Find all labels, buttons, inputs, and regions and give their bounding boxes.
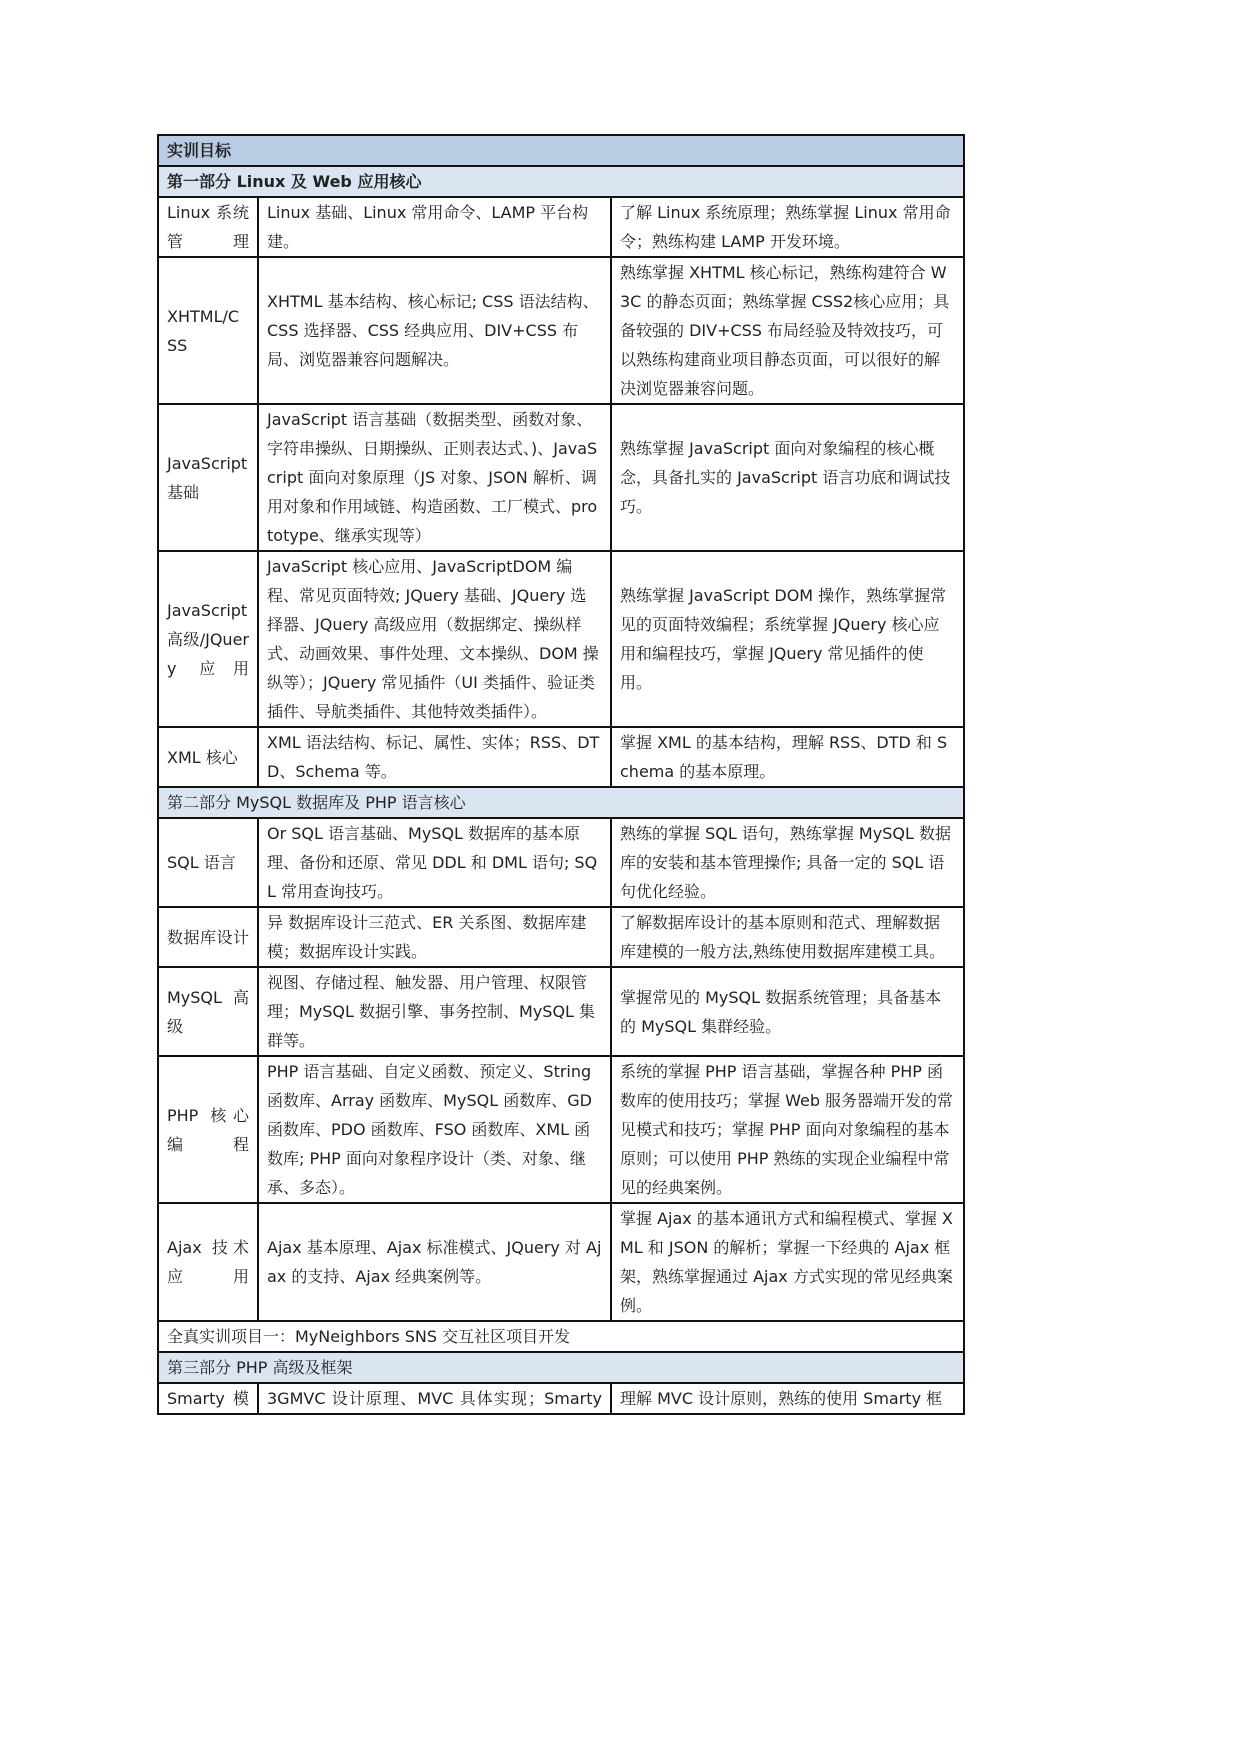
table-row <box>158 907 964 967</box>
part-header-row <box>158 787 964 818</box>
course-content: Linux 基础、Linux 常用命令、LAMP 平台构建。 <box>258 197 611 257</box>
course-name: JavaScript 基础 <box>158 404 258 551</box>
course-goal: 熟练掌握 JavaScript DOM 操作，熟练掌握常见的页面特效编程；系统掌握 JQuery 核心应用和编程技巧，掌握 JQuery 常见插件的使用。 <box>611 551 964 727</box>
part2-title: 第二部分 MySQL 数据库及 PHP 语言核心 <box>158 787 964 818</box>
course-goal: 熟练的掌握 SQL 语句，熟练掌握 MySQL 数据库的安装和基本管理操作; 具备一定的 SQL 语句优化经验。 <box>611 818 964 907</box>
table-row <box>158 257 964 404</box>
table-title-row <box>158 135 964 166</box>
table-row <box>158 551 964 727</box>
course-content: 3GMVC 设计原理、MVC 具体实现；Smarty <box>258 1383 611 1414</box>
table-row <box>158 1203 964 1321</box>
course-goal: 熟练掌握 JavaScript 面向对象编程的核心概念，具备扎实的 JavaScript 语言功底和调试技巧。 <box>611 404 964 551</box>
course-content: XHTML 基本结构、核心标记; CSS 语法结构、CSS 选择器、CSS 经典应用、DIV+CSS 布局、浏览器兼容问题解决。 <box>258 257 611 404</box>
part3-title: 第三部分 PHP 高级及框架 <box>158 1352 964 1383</box>
course-content: JavaScript 核心应用、JavaScriptDOM 编程、常见页面特效; JQuery 基础、JQuery 选择器、JQuery 高级应用（数据绑定、操纵样式、动画效果、事件处理、文本操纵、DOM 操纵等）；JQuery 常见插件（UI 类插件、验证类插件、导航类插件、其他特效类插件）。 <box>258 551 611 727</box>
course-content: JavaScript 语言基础（数据类型、函数对象、字符串操纵、日期操纵、正则表达式、)、JavaScript 面向对象原理（JS 对象、JSON 解析、调用对象和作用域链、构造函数、工厂模式、prototype、继承实现等） <box>258 404 611 551</box>
table-row <box>158 404 964 551</box>
table-row <box>158 727 964 787</box>
course-content: 视图、存储过程、触发器、用户管理、权限管理；MySQL 数据引擎、事务控制、MySQL 集群等。 <box>258 967 611 1056</box>
course-goal: 熟练掌握 XHTML 核心标记，熟练构建符合 W3C 的静态页面；熟练掌握 CSS2核心应用；具备较强的 DIV+CSS 布局经验及特效技巧，可以熟练构建商业项目静态页面，可以很好的解决浏览器兼容问题。 <box>611 257 964 404</box>
course-name: XML 核心 <box>158 727 258 787</box>
course-goal: 掌握 Ajax 的基本通讯方式和编程模式、掌握 XML 和 JSON 的解析；掌握一下经典的 Ajax 框架，熟练掌握通过 Ajax 方式实现的常见经典案例。 <box>611 1203 964 1321</box>
course-goal: 了解 Linux 系统原理；熟练掌握 Linux 常用命令；熟练构建 LAMP 开发环境。 <box>611 197 964 257</box>
part-header-row <box>158 1352 964 1383</box>
course-name: PHP 核心编程 <box>158 1056 258 1203</box>
course-content: PHP 语言基础、自定义函数、预定义、String 函数库、Array 函数库、MySQL 函数库、GD 函数库、PDO 函数库、FSO 函数库、XML 函数库; PHP 面向对象程序设计（类、对象、继承、多态）。 <box>258 1056 611 1203</box>
course-name: Smarty 模 <box>158 1383 258 1414</box>
training-goals-table <box>157 134 965 1415</box>
course-goal: 系统的掌握 PHP 语言基础，掌握各种 PHP 函数库的使用技巧；掌握 Web 服务器端开发的常见模式和技巧；掌握 PHP 面向对象编程的基本原则；可以使用 PHP 熟练的实现企业编程中常见的经典案例。 <box>611 1056 964 1203</box>
course-goal: 理解 MVC 设计原则，熟练的使用 Smarty 框 <box>611 1383 964 1414</box>
course-goal: 掌握 XML 的基本结构，理解 RSS、DTD 和 Schema 的基本原理。 <box>611 727 964 787</box>
table-row <box>158 1383 964 1414</box>
course-content: 异 数据库设计三范式、ER 关系图、数据库建模；数据库设计实践。 <box>258 907 611 967</box>
course-name: Linux 系统管理 <box>158 197 258 257</box>
course-content: XML 语法结构、标记、属性、实体；RSS、DTD、Schema 等。 <box>258 727 611 787</box>
course-name: JavaScript 高级/JQuery 应用 <box>158 551 258 727</box>
course-goal: 掌握常见的 MySQL 数据系统管理；具备基本的 MySQL 集群经验。 <box>611 967 964 1056</box>
course-name: Ajax 技术应用 <box>158 1203 258 1321</box>
project-row <box>158 1321 964 1352</box>
table-row <box>158 967 964 1056</box>
course-name: XHTML/CSS <box>158 257 258 404</box>
part-header-row <box>158 166 964 197</box>
table-title: 实训目标 <box>158 135 964 166</box>
project1-title: 全真实训项目一：MyNeighbors SNS 交互社区项目开发 <box>158 1321 964 1352</box>
table-row <box>158 1056 964 1203</box>
course-name: 数据库设计 <box>158 907 258 967</box>
table-row <box>158 197 964 257</box>
course-content: Ajax 基本原理、Ajax 标准模式、JQuery 对 Ajax 的支持、Ajax 经典案例等。 <box>258 1203 611 1321</box>
document-page <box>157 134 963 1415</box>
course-goal: 了解数据库设计的基本原则和范式、理解数据库建模的一般方法,熟练使用数据库建模工具。 <box>611 907 964 967</box>
part1-title: 第一部分 Linux 及 Web 应用核心 <box>158 166 964 197</box>
course-name: MySQL 高级 <box>158 967 258 1056</box>
table-row <box>158 818 964 907</box>
course-content: Or SQL 语言基础、MySQL 数据库的基本原理、备份和还原、常见 DDL 和 DML 语句; SQL 常用查询技巧。 <box>258 818 611 907</box>
course-name: SQL 语言 <box>158 818 258 907</box>
